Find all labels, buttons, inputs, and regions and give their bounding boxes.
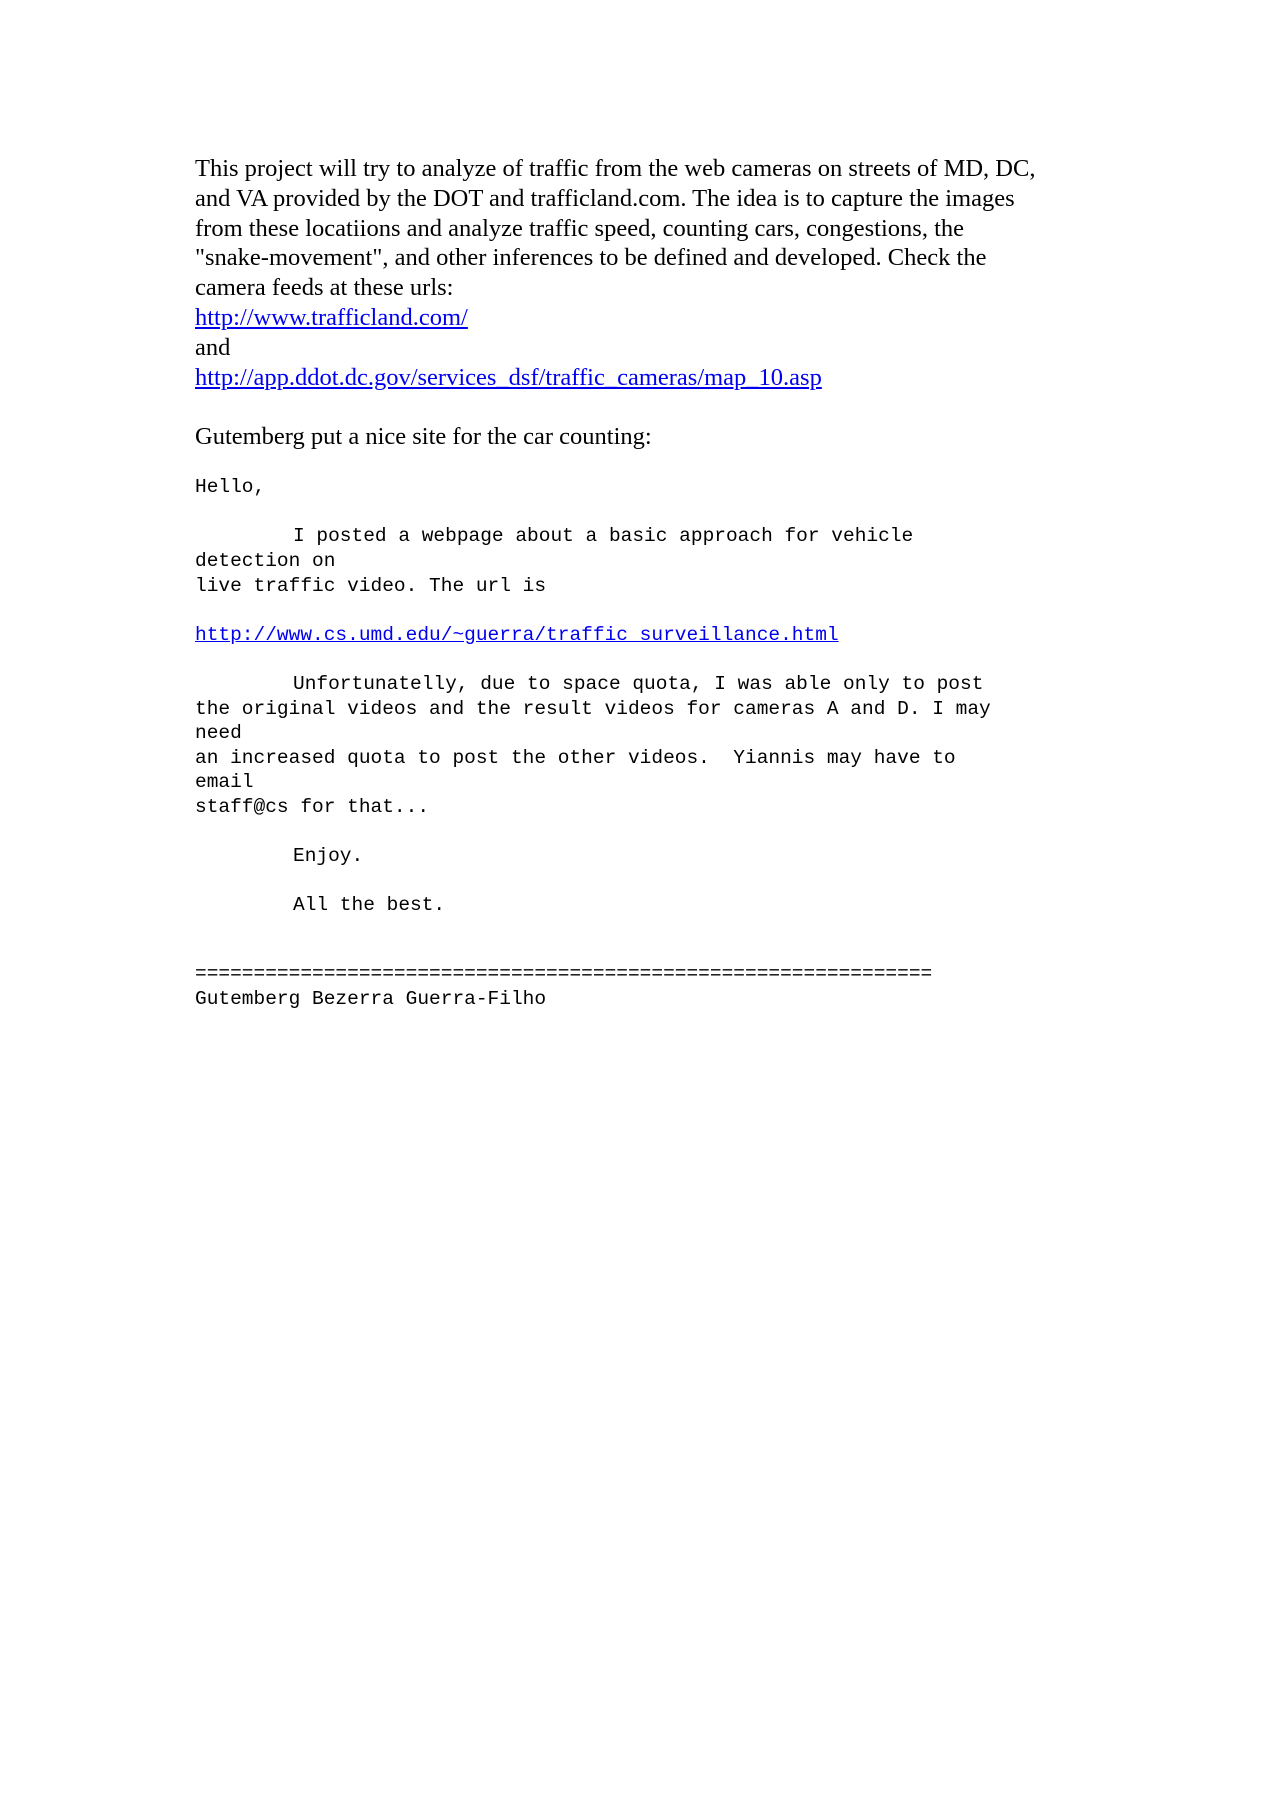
lead-sentence: Gutemberg put a nice site for the car counting: bbox=[195, 423, 652, 451]
email-line: Unfortunatelly, due to space quota, I was able only to post bbox=[293, 672, 984, 695]
email-line: the original videos and the result videos for cameras A and D. I may bbox=[195, 697, 991, 720]
ddot-cameras-link[interactable]: http://app.ddot.dc.gov/services_dsf/traffic_cameras/map_10.asp bbox=[195, 363, 822, 391]
email-paragraph-1 bbox=[195, 524, 1095, 598]
and-text: and bbox=[195, 333, 231, 361]
signature-divider: =============================================================== bbox=[195, 963, 933, 986]
traffic-surveillance-link[interactable]: http://www.cs.umd.edu/~guerra/traffic_surveillance.html bbox=[195, 623, 839, 646]
signature-name: Gutemberg Bezerra Guerra-Filho bbox=[195, 988, 547, 1011]
intro-line: and VA provided by the DOT and trafficland.com. The idea is to capture the images bbox=[195, 184, 1015, 212]
email-line: staff@cs for that... bbox=[195, 795, 430, 818]
intro-line: This project will try to analyze of traffic from the web cameras on streets of MD, DC, bbox=[195, 155, 1036, 182]
email-line: I posted a webpage about a basic approach for vehicle bbox=[293, 525, 914, 548]
trafficland-link[interactable]: http://www.trafficland.com/ bbox=[195, 303, 468, 331]
intro-line: "snake-movement", and other inferences to be defined and developed. Check the bbox=[195, 244, 987, 272]
email-greeting: Hello, bbox=[195, 476, 266, 499]
document-body bbox=[195, 154, 1095, 1012]
intro-line: from these locatiions and analyze traffic speed, counting cars, congestions, the bbox=[195, 214, 964, 242]
email-paragraph-2 bbox=[195, 672, 1095, 820]
email-closing: All the best. bbox=[293, 894, 446, 917]
intro-line: camera feeds at these urls: bbox=[195, 274, 454, 302]
email-line: need bbox=[195, 722, 242, 745]
email-line: live traffic video. The url is bbox=[195, 574, 547, 597]
email-line: email bbox=[195, 771, 254, 794]
email-line: an increased quota to post the other videos. Yiannis may have to bbox=[195, 746, 956, 769]
email-line: detection on bbox=[195, 549, 336, 572]
email-enjoy: Enjoy. bbox=[293, 845, 364, 868]
intro-paragraph bbox=[195, 154, 1095, 392]
